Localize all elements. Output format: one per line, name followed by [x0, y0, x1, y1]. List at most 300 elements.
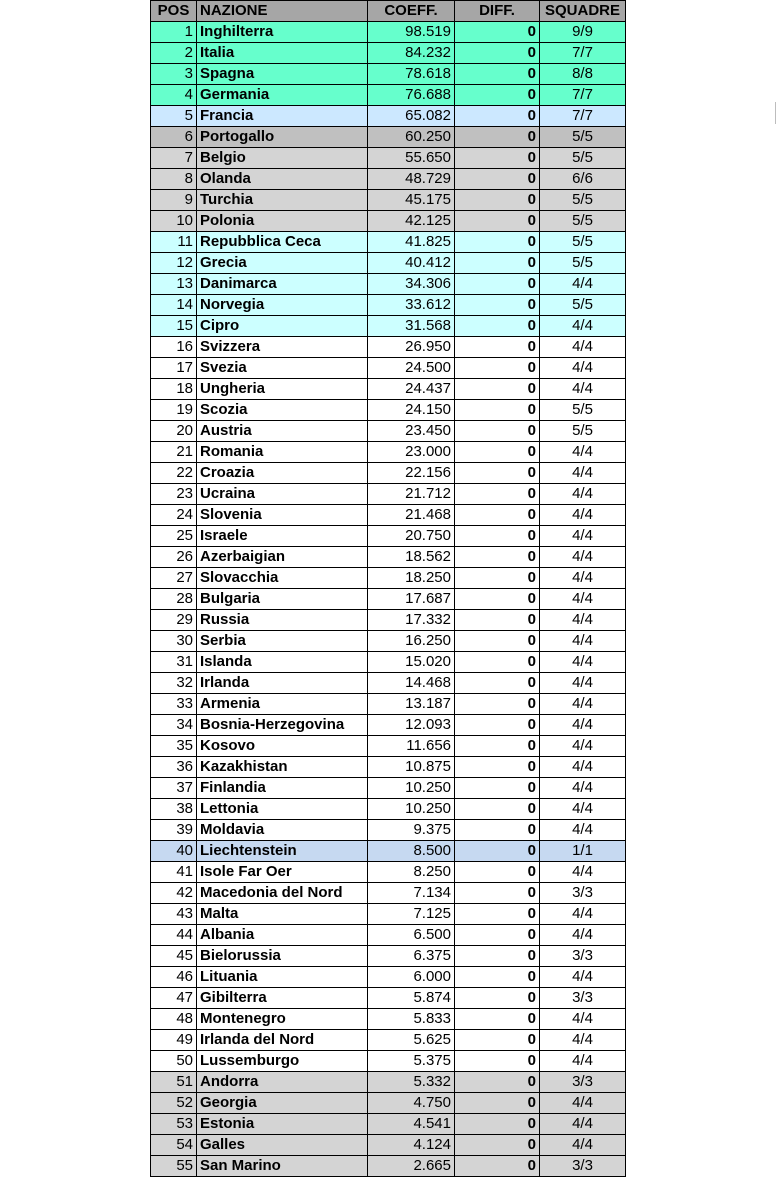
cell-squadre[interactable]: 4/4 [540, 379, 626, 400]
cell-squadre[interactable]: 4/4 [540, 1051, 626, 1072]
cell-coeff[interactable]: 5.833 [368, 1009, 455, 1030]
cell-coeff[interactable]: 6.000 [368, 967, 455, 988]
cell-pos[interactable]: 33 [151, 694, 197, 715]
cell-coeff[interactable]: 6.375 [368, 946, 455, 967]
cell-diff[interactable]: 0 [455, 127, 540, 148]
cell-pos[interactable]: 19 [151, 400, 197, 421]
cell-diff[interactable]: 0 [455, 547, 540, 568]
cell-squadre[interactable]: 4/4 [540, 715, 626, 736]
cell-diff[interactable]: 0 [455, 904, 540, 925]
cell-diff[interactable]: 0 [455, 631, 540, 652]
table-row[interactable] [151, 1009, 626, 1030]
cell-diff[interactable]: 0 [455, 589, 540, 610]
cell-diff[interactable]: 0 [455, 925, 540, 946]
cell-coeff[interactable]: 24.500 [368, 358, 455, 379]
table-row[interactable] [151, 778, 626, 799]
cell-pos[interactable]: 1 [151, 22, 197, 43]
cell-squadre[interactable]: 4/4 [540, 316, 626, 337]
cell-nazione[interactable]: Islanda [197, 652, 368, 673]
cell-coeff[interactable]: 40.412 [368, 253, 455, 274]
table-row[interactable] [151, 274, 626, 295]
cell-nazione[interactable]: Svezia [197, 358, 368, 379]
cell-pos[interactable]: 38 [151, 799, 197, 820]
cell-diff[interactable]: 0 [455, 505, 540, 526]
cell-coeff[interactable]: 48.729 [368, 169, 455, 190]
cell-coeff[interactable]: 26.950 [368, 337, 455, 358]
cell-pos[interactable]: 48 [151, 1009, 197, 1030]
cell-nazione[interactable]: Azerbaigian [197, 547, 368, 568]
cell-diff[interactable]: 0 [455, 694, 540, 715]
cell-coeff[interactable]: 24.437 [368, 379, 455, 400]
table-row[interactable] [151, 253, 626, 274]
table-row[interactable] [151, 505, 626, 526]
table-row[interactable] [151, 799, 626, 820]
cell-diff[interactable]: 0 [455, 421, 540, 442]
cell-pos[interactable]: 25 [151, 526, 197, 547]
cell-squadre[interactable]: 4/4 [540, 337, 626, 358]
cell-pos[interactable]: 47 [151, 988, 197, 1009]
cell-squadre[interactable]: 6/6 [540, 169, 626, 190]
cell-pos[interactable]: 44 [151, 925, 197, 946]
cell-diff[interactable]: 0 [455, 967, 540, 988]
cell-coeff[interactable]: 18.562 [368, 547, 455, 568]
cell-squadre[interactable]: 4/4 [540, 967, 626, 988]
cell-squadre[interactable]: 4/4 [540, 1093, 626, 1114]
cell-diff[interactable]: 0 [455, 883, 540, 904]
cell-squadre[interactable]: 4/4 [540, 1135, 626, 1156]
cell-squadre[interactable]: 3/3 [540, 1156, 626, 1177]
cell-nazione[interactable]: Ucraina [197, 484, 368, 505]
cell-pos[interactable]: 9 [151, 190, 197, 211]
table-row[interactable] [151, 1135, 626, 1156]
cell-pos[interactable]: 36 [151, 757, 197, 778]
table-row[interactable] [151, 169, 626, 190]
cell-nazione[interactable]: Danimarca [197, 274, 368, 295]
cell-nazione[interactable]: Lussemburgo [197, 1051, 368, 1072]
cell-squadre[interactable]: 4/4 [540, 547, 626, 568]
cell-nazione[interactable]: Liechtenstein [197, 841, 368, 862]
cell-nazione[interactable]: Inghilterra [197, 22, 368, 43]
cell-squadre[interactable]: 5/5 [540, 400, 626, 421]
cell-nazione[interactable]: Kosovo [197, 736, 368, 757]
cell-diff[interactable]: 0 [455, 43, 540, 64]
table-row[interactable] [151, 64, 626, 85]
cell-pos[interactable]: 23 [151, 484, 197, 505]
cell-squadre[interactable]: 3/3 [540, 946, 626, 967]
cell-pos[interactable]: 13 [151, 274, 197, 295]
table-row[interactable] [151, 316, 626, 337]
cell-nazione[interactable]: Albania [197, 925, 368, 946]
cell-squadre[interactable]: 4/4 [540, 778, 626, 799]
cell-squadre[interactable]: 4/4 [540, 442, 626, 463]
cell-coeff[interactable]: 9.375 [368, 820, 455, 841]
cell-coeff[interactable]: 8.250 [368, 862, 455, 883]
cell-nazione[interactable]: Moldavia [197, 820, 368, 841]
cell-diff[interactable]: 0 [455, 232, 540, 253]
cell-pos[interactable]: 5 [151, 106, 197, 127]
cell-nazione[interactable]: Italia [197, 43, 368, 64]
table-row[interactable] [151, 484, 626, 505]
cell-squadre[interactable]: 4/4 [540, 631, 626, 652]
cell-diff[interactable]: 0 [455, 820, 540, 841]
table-row[interactable] [151, 337, 626, 358]
cell-pos[interactable]: 24 [151, 505, 197, 526]
cell-squadre[interactable]: 5/5 [540, 127, 626, 148]
cell-diff[interactable]: 0 [455, 400, 540, 421]
cell-pos[interactable]: 6 [151, 127, 197, 148]
header-diff[interactable]: DIFF. [455, 1, 540, 22]
cell-coeff[interactable]: 2.665 [368, 1156, 455, 1177]
cell-squadre[interactable]: 4/4 [540, 757, 626, 778]
cell-squadre[interactable]: 4/4 [540, 904, 626, 925]
cell-squadre[interactable]: 4/4 [540, 673, 626, 694]
table-row[interactable] [151, 904, 626, 925]
cell-squadre[interactable]: 4/4 [540, 862, 626, 883]
cell-coeff[interactable]: 4.124 [368, 1135, 455, 1156]
table-row[interactable] [151, 148, 626, 169]
cell-diff[interactable]: 0 [455, 673, 540, 694]
cell-nazione[interactable]: Serbia [197, 631, 368, 652]
table-row[interactable] [151, 757, 626, 778]
cell-squadre[interactable]: 4/4 [540, 610, 626, 631]
table-row[interactable] [151, 1114, 626, 1135]
cell-squadre[interactable]: 4/4 [540, 484, 626, 505]
cell-squadre[interactable]: 7/7 [540, 43, 626, 64]
cell-nazione[interactable]: Slovenia [197, 505, 368, 526]
table-row[interactable] [151, 22, 626, 43]
cell-pos[interactable]: 35 [151, 736, 197, 757]
cell-diff[interactable]: 0 [455, 64, 540, 85]
cell-squadre[interactable]: 3/3 [540, 883, 626, 904]
table-row[interactable] [151, 652, 626, 673]
cell-diff[interactable]: 0 [455, 295, 540, 316]
cell-diff[interactable]: 0 [455, 946, 540, 967]
cell-squadre[interactable]: 4/4 [540, 652, 626, 673]
cell-nazione[interactable]: Gibilterra [197, 988, 368, 1009]
cell-squadre[interactable]: 5/5 [540, 253, 626, 274]
table-row[interactable] [151, 85, 626, 106]
cell-diff[interactable]: 0 [455, 988, 540, 1009]
cell-nazione[interactable]: Slovacchia [197, 568, 368, 589]
cell-nazione[interactable]: Norvegia [197, 295, 368, 316]
cell-squadre[interactable]: 4/4 [540, 694, 626, 715]
cell-squadre[interactable]: 4/4 [540, 1030, 626, 1051]
cell-diff[interactable]: 0 [455, 610, 540, 631]
cell-pos[interactable]: 50 [151, 1051, 197, 1072]
cell-diff[interactable]: 0 [455, 316, 540, 337]
cell-coeff[interactable]: 34.306 [368, 274, 455, 295]
cell-nazione[interactable]: Bielorussia [197, 946, 368, 967]
cell-coeff[interactable]: 42.125 [368, 211, 455, 232]
table-row[interactable] [151, 379, 626, 400]
cell-nazione[interactable]: Irlanda [197, 673, 368, 694]
table-row[interactable] [151, 1030, 626, 1051]
cell-nazione[interactable]: Isole Far Oer [197, 862, 368, 883]
cell-coeff[interactable]: 18.250 [368, 568, 455, 589]
cell-nazione[interactable]: Spagna [197, 64, 368, 85]
cell-diff[interactable]: 0 [455, 841, 540, 862]
cell-pos[interactable]: 18 [151, 379, 197, 400]
cell-diff[interactable]: 0 [455, 736, 540, 757]
table-row[interactable] [151, 862, 626, 883]
cell-pos[interactable]: 2 [151, 43, 197, 64]
cell-squadre[interactable]: 4/4 [540, 589, 626, 610]
table-row[interactable] [151, 967, 626, 988]
cell-diff[interactable]: 0 [455, 22, 540, 43]
cell-coeff[interactable]: 65.082 [368, 106, 455, 127]
cell-diff[interactable]: 0 [455, 757, 540, 778]
cell-pos[interactable]: 7 [151, 148, 197, 169]
cell-nazione[interactable]: San Marino [197, 1156, 368, 1177]
cell-squadre[interactable]: 4/4 [540, 505, 626, 526]
cell-diff[interactable]: 0 [455, 799, 540, 820]
cell-pos[interactable]: 29 [151, 610, 197, 631]
cell-pos[interactable]: 39 [151, 820, 197, 841]
table-row[interactable] [151, 442, 626, 463]
cell-pos[interactable]: 46 [151, 967, 197, 988]
cell-squadre[interactable]: 5/5 [540, 190, 626, 211]
cell-nazione[interactable]: Cipro [197, 316, 368, 337]
cell-nazione[interactable]: Portogallo [197, 127, 368, 148]
cell-diff[interactable]: 0 [455, 1072, 540, 1093]
cell-diff[interactable]: 0 [455, 1156, 540, 1177]
table-row[interactable] [151, 820, 626, 841]
cell-nazione[interactable]: Germania [197, 85, 368, 106]
table-row[interactable] [151, 421, 626, 442]
cell-pos[interactable]: 34 [151, 715, 197, 736]
cell-coeff[interactable]: 23.450 [368, 421, 455, 442]
header-pos[interactable]: POS [151, 1, 197, 22]
cell-pos[interactable]: 55 [151, 1156, 197, 1177]
cell-pos[interactable]: 52 [151, 1093, 197, 1114]
cell-squadre[interactable]: 4/4 [540, 799, 626, 820]
cell-coeff[interactable]: 14.468 [368, 673, 455, 694]
cell-coeff[interactable]: 12.093 [368, 715, 455, 736]
cell-diff[interactable]: 0 [455, 337, 540, 358]
cell-diff[interactable]: 0 [455, 190, 540, 211]
cell-squadre[interactable]: 5/5 [540, 211, 626, 232]
cell-nazione[interactable]: Lettonia [197, 799, 368, 820]
table-row[interactable] [151, 946, 626, 967]
cell-coeff[interactable]: 7.125 [368, 904, 455, 925]
cell-coeff[interactable]: 6.500 [368, 925, 455, 946]
cell-coeff[interactable]: 22.156 [368, 463, 455, 484]
cell-coeff[interactable]: 10.250 [368, 799, 455, 820]
cell-squadre[interactable]: 3/3 [540, 1072, 626, 1093]
table-row[interactable] [151, 736, 626, 757]
cell-coeff[interactable]: 20.750 [368, 526, 455, 547]
cell-pos[interactable]: 14 [151, 295, 197, 316]
cell-nazione[interactable]: Belgio [197, 148, 368, 169]
cell-coeff[interactable]: 60.250 [368, 127, 455, 148]
cell-pos[interactable]: 40 [151, 841, 197, 862]
cell-pos[interactable]: 26 [151, 547, 197, 568]
cell-nazione[interactable]: Lituania [197, 967, 368, 988]
cell-pos[interactable]: 3 [151, 64, 197, 85]
cell-coeff[interactable]: 33.612 [368, 295, 455, 316]
cell-coeff[interactable]: 21.468 [368, 505, 455, 526]
cell-coeff[interactable]: 31.568 [368, 316, 455, 337]
cell-coeff[interactable]: 41.825 [368, 232, 455, 253]
cell-coeff[interactable]: 15.020 [368, 652, 455, 673]
cell-coeff[interactable]: 5.874 [368, 988, 455, 1009]
cell-pos[interactable]: 10 [151, 211, 197, 232]
cell-diff[interactable]: 0 [455, 85, 540, 106]
table-row[interactable] [151, 715, 626, 736]
header-nazione[interactable]: NAZIONE [197, 1, 368, 22]
cell-nazione[interactable]: Ungheria [197, 379, 368, 400]
cell-coeff[interactable]: 16.250 [368, 631, 455, 652]
cell-pos[interactable]: 43 [151, 904, 197, 925]
table-row[interactable] [151, 1051, 626, 1072]
cell-coeff[interactable]: 24.150 [368, 400, 455, 421]
cell-coeff[interactable]: 8.500 [368, 841, 455, 862]
cell-coeff[interactable]: 55.650 [368, 148, 455, 169]
cell-diff[interactable]: 0 [455, 1114, 540, 1135]
cell-nazione[interactable]: Francia [197, 106, 368, 127]
cell-squadre[interactable]: 1/1 [540, 841, 626, 862]
cell-pos[interactable]: 17 [151, 358, 197, 379]
cell-squadre[interactable]: 4/4 [540, 463, 626, 484]
cell-squadre[interactable]: 3/3 [540, 988, 626, 1009]
cell-diff[interactable]: 0 [455, 379, 540, 400]
table-row[interactable] [151, 610, 626, 631]
cell-nazione[interactable]: Andorra [197, 1072, 368, 1093]
table-row[interactable] [151, 400, 626, 421]
cell-squadre[interactable]: 5/5 [540, 421, 626, 442]
table-row[interactable] [151, 463, 626, 484]
table-row[interactable] [151, 526, 626, 547]
cell-pos[interactable]: 37 [151, 778, 197, 799]
cell-nazione[interactable]: Estonia [197, 1114, 368, 1135]
cell-coeff[interactable]: 5.332 [368, 1072, 455, 1093]
cell-coeff[interactable]: 7.134 [368, 883, 455, 904]
table-row[interactable] [151, 358, 626, 379]
table-row[interactable] [151, 106, 626, 127]
cell-pos[interactable]: 8 [151, 169, 197, 190]
cell-nazione[interactable]: Georgia [197, 1093, 368, 1114]
cell-squadre[interactable]: 4/4 [540, 1114, 626, 1135]
cell-nazione[interactable]: Macedonia del Nord [197, 883, 368, 904]
cell-nazione[interactable]: Galles [197, 1135, 368, 1156]
cell-pos[interactable]: 28 [151, 589, 197, 610]
cell-nazione[interactable]: Russia [197, 610, 368, 631]
cell-nazione[interactable]: Polonia [197, 211, 368, 232]
cell-nazione[interactable]: Bulgaria [197, 589, 368, 610]
cell-squadre[interactable]: 4/4 [540, 820, 626, 841]
cell-pos[interactable]: 22 [151, 463, 197, 484]
cell-diff[interactable]: 0 [455, 1030, 540, 1051]
cell-nazione[interactable]: Scozia [197, 400, 368, 421]
table-row[interactable] [151, 841, 626, 862]
table-row[interactable] [151, 1156, 626, 1177]
cell-nazione[interactable]: Grecia [197, 253, 368, 274]
cell-squadre[interactable]: 8/8 [540, 64, 626, 85]
table-row[interactable] [151, 883, 626, 904]
cell-nazione[interactable]: Bosnia-Herzegovina [197, 715, 368, 736]
cell-squadre[interactable]: 4/4 [540, 1009, 626, 1030]
cell-diff[interactable]: 0 [455, 862, 540, 883]
cell-diff[interactable]: 0 [455, 715, 540, 736]
cell-coeff[interactable]: 4.750 [368, 1093, 455, 1114]
cell-squadre[interactable]: 4/4 [540, 526, 626, 547]
cell-coeff[interactable]: 10.875 [368, 757, 455, 778]
cell-pos[interactable]: 45 [151, 946, 197, 967]
cell-pos[interactable]: 49 [151, 1030, 197, 1051]
cell-coeff[interactable]: 13.187 [368, 694, 455, 715]
cell-pos[interactable]: 21 [151, 442, 197, 463]
cell-nazione[interactable]: Olanda [197, 169, 368, 190]
table-row[interactable] [151, 547, 626, 568]
cell-pos[interactable]: 32 [151, 673, 197, 694]
cell-diff[interactable]: 0 [455, 253, 540, 274]
cell-diff[interactable]: 0 [455, 274, 540, 295]
cell-coeff[interactable]: 11.656 [368, 736, 455, 757]
cell-squadre[interactable]: 5/5 [540, 148, 626, 169]
cell-coeff[interactable]: 5.625 [368, 1030, 455, 1051]
cell-nazione[interactable]: Armenia [197, 694, 368, 715]
table-row[interactable] [151, 694, 626, 715]
table-row[interactable] [151, 568, 626, 589]
cell-nazione[interactable]: Finlandia [197, 778, 368, 799]
cell-pos[interactable]: 11 [151, 232, 197, 253]
header-squadre[interactable]: SQUADRE [540, 1, 626, 22]
cell-pos[interactable]: 15 [151, 316, 197, 337]
cell-pos[interactable]: 27 [151, 568, 197, 589]
table-row[interactable] [151, 43, 626, 64]
cell-diff[interactable]: 0 [455, 463, 540, 484]
cell-pos[interactable]: 4 [151, 85, 197, 106]
cell-coeff[interactable]: 5.375 [368, 1051, 455, 1072]
table-row[interactable] [151, 925, 626, 946]
cell-diff[interactable]: 0 [455, 148, 540, 169]
cell-nazione[interactable]: Irlanda del Nord [197, 1030, 368, 1051]
table-row[interactable] [151, 1093, 626, 1114]
cell-pos[interactable]: 53 [151, 1114, 197, 1135]
cell-nazione[interactable]: Malta [197, 904, 368, 925]
cell-squadre[interactable]: 4/4 [540, 736, 626, 757]
table-row[interactable] [151, 232, 626, 253]
table-row[interactable] [151, 988, 626, 1009]
cell-squadre[interactable]: 7/7 [540, 106, 626, 127]
cell-diff[interactable]: 0 [455, 526, 540, 547]
cell-nazione[interactable]: Austria [197, 421, 368, 442]
cell-diff[interactable]: 0 [455, 484, 540, 505]
cell-squadre[interactable]: 4/4 [540, 925, 626, 946]
table-row[interactable] [151, 190, 626, 211]
cell-pos[interactable]: 42 [151, 883, 197, 904]
cell-coeff[interactable]: 23.000 [368, 442, 455, 463]
cell-coeff[interactable]: 84.232 [368, 43, 455, 64]
table-row[interactable] [151, 211, 626, 232]
cell-pos[interactable]: 41 [151, 862, 197, 883]
cell-squadre[interactable]: 7/7 [540, 85, 626, 106]
cell-squadre[interactable]: 5/5 [540, 232, 626, 253]
cell-diff[interactable]: 0 [455, 778, 540, 799]
cell-diff[interactable]: 0 [455, 1051, 540, 1072]
cell-pos[interactable]: 20 [151, 421, 197, 442]
cell-diff[interactable]: 0 [455, 652, 540, 673]
cell-coeff[interactable]: 76.688 [368, 85, 455, 106]
table-row[interactable] [151, 673, 626, 694]
cell-diff[interactable]: 0 [455, 442, 540, 463]
cell-coeff[interactable]: 17.687 [368, 589, 455, 610]
cell-diff[interactable]: 0 [455, 169, 540, 190]
cell-diff[interactable]: 0 [455, 211, 540, 232]
cell-squadre[interactable]: 4/4 [540, 274, 626, 295]
cell-pos[interactable]: 51 [151, 1072, 197, 1093]
cell-nazione[interactable]: Svizzera [197, 337, 368, 358]
